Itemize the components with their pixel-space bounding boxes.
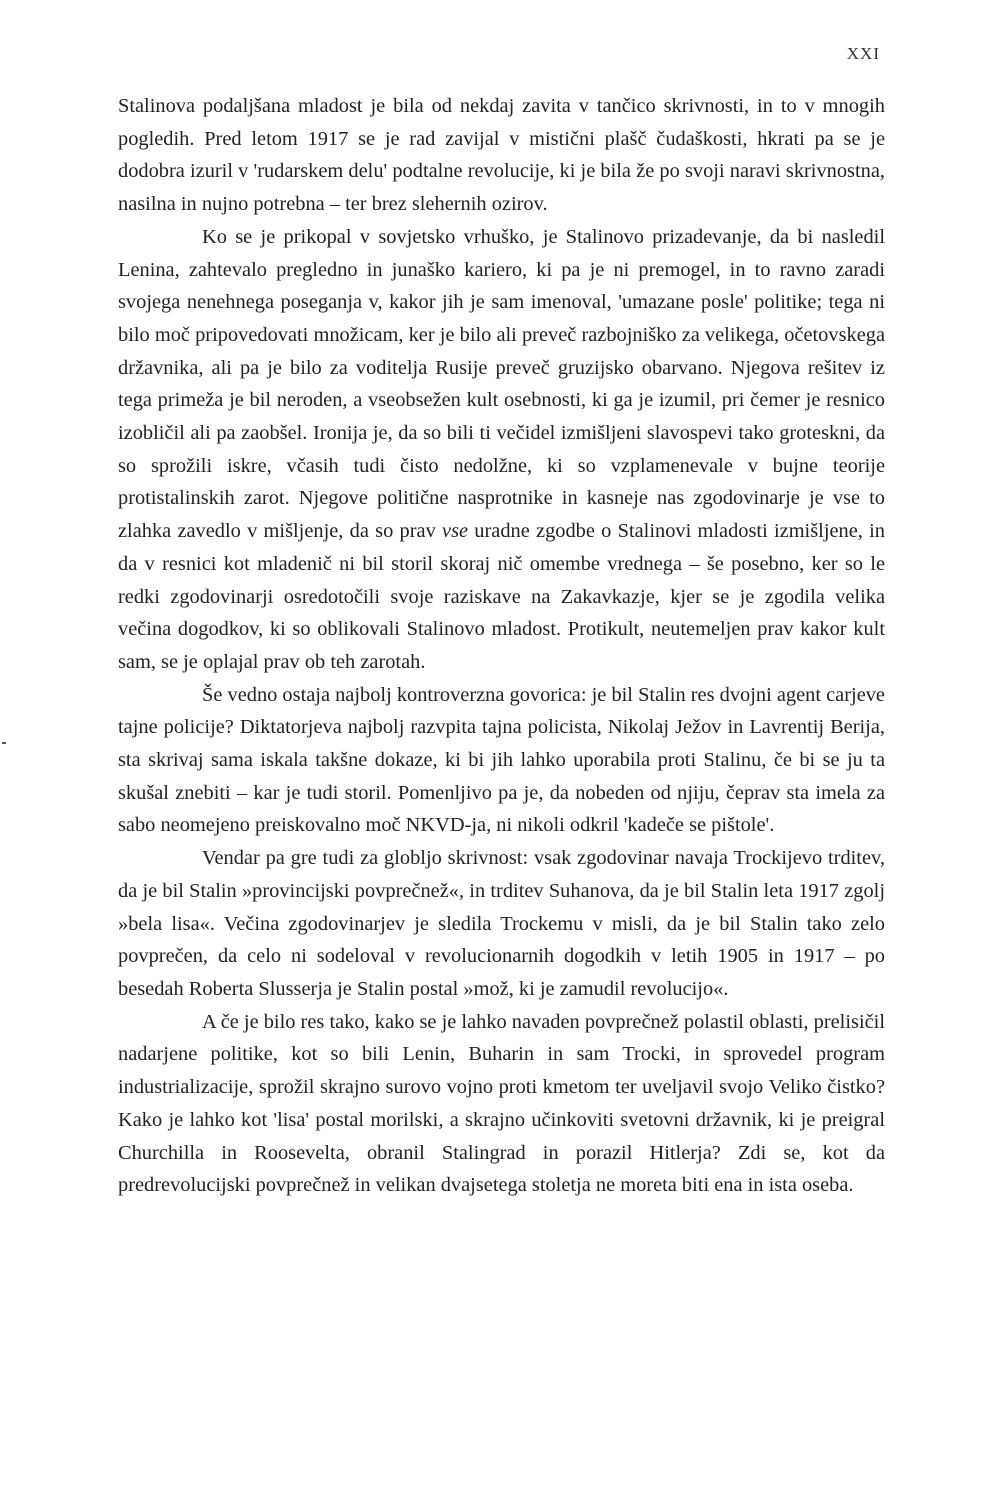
paragraph-3: Še vedno ostaja najbolj kontroverzna govorica: je bil Stalin res dvojni agent carjeve tajne policije? Diktatorjeva najbolj razvpita tajna policista, Nikolaj Ježov in Lavrentij Berija, sta skrivaj sama iskala takšne dokaze, ki bi jih lahko uporabila proti Stalinu, če bi se ju ta skušal znebiti – kar je tudi storil. Pomenljivo pa je, da nobeden od njiju, čeprav sta imela za sabo neomejeno preiskovalno moč NKVD-ja, ni nikoli odkril 'kadeče se pištole'. [118, 683, 885, 837]
paragraph-2-text-after: uradne zgodbe o Stalinovi mladosti izmišljene, in da v resnici kot mladenič ni bil storil skoraj nič omembe vrednega – še posebno, ker so le redki zgodovinarji osredotočili svoje raziskave na Zakavkazje, kjer se je zgodila velika večina dogodkov, ki so oblikovali Stalinovo mladost. Protikult, neutemeljen prav kakor kult sam, se je oplajal prav ob teh zarotah. [118, 520, 885, 673]
paragraph-2 [118, 221, 885, 679]
paragraph-4: Vendar pa gre tudi za globljo skrivnost: vsak zgodovinar navaja Trockijevo trditev, da je bil Stalin »provincijski povprečnež«, in trditev Suhanova, da je bil Stalin leta 1917 zgolj »bela lisa«. Večina zgodovinarjev je sledila Trockemu v misli, da je bil Stalin tako zelo povprečen, da celo ni sodeloval v revolucionarnih dogodkih v letih 1905 in 1917 – po besedah Roberta Slusserja je Stalin postal »mož, ki je zamudil revolucijo«. [118, 847, 885, 1000]
margin-mark [2, 742, 6, 744]
page-number: XXI [846, 44, 880, 63]
paragraph-2-text-before: Ko se je prikopal v sovjetsko vrhuško, je Stalinovo prizadevanje, da bi nasledil Lenina, zahtevalo pregledno in junaško kariero, ki pa je ni premogel, in to ravno zaradi svojega nenehnega poseganja v, kakor jih je sam imenoval, 'umazane posle' politike; tega ni bilo moč pripovedovati množicam, ker je bilo ali preveč razbojniško za velikega, očetovskega državnika, ali pa je bilo za voditelja Rusije preveč gruzijsko obarvano. Njegova rešitev iz tega primeža je bil neroden, a vseobsežen kult osebnosti, ki ga je izumil, pri čemer je resnico izobličil ali pa zaobšel. Ironija je, da so bili ti večidel izmišljeni slavospevi tako groteskni, da so sprožili iskre, včasih tudi čisto nedolžne, ki so vzplamenevale v bujne teorije protistalinskih zarot. Njegove politične nasprotnike in kasneje nas zgodovinarje je vse to zlahka zavedlo v mišljenje, da so prav [118, 225, 885, 543]
body-text [118, 90, 885, 1202]
paragraph-1: Stalinova podaljšana mladost je bila od nekdaj zavita v tančico skrivnosti, in to v mnogih pogledih. Pred letom 1917 se je rad zavijal v mistični plašč čudaškosti, hkrati pa se je dodobra izuril v 'rudarskem delu' podtalne revolucije, ki je bila že po svoji naravi skrivnostna, nasilna in nujno potrebna – ter brez slehernih ozirov. [118, 95, 885, 216]
paragraph-2-emphasis: vse [442, 520, 469, 543]
paragraph-5: A če je bilo res tako, kako se je lahko navaden povprečnež polastil oblasti, prelisičil nadarjene politike, kot so bili Lenin, Buharin in sam Trocki, in sprovedel program industrializacije, sprožil skrajno surovo vojno proti kmetom ter uveljavil svojo Veliko čistko? Kako je lahko kot 'lisa' postal morilski, a skrajno učinkoviti svetovni državnik, ki je preigral Churchilla in Roosevelta, obranil Stalingrad in porazil Hitlerja? Zdi se, kot da predrevolucijski povprečnež in velikan dvajsetega stoletja ne moreta biti ena in ista oseba. [118, 1010, 885, 1197]
